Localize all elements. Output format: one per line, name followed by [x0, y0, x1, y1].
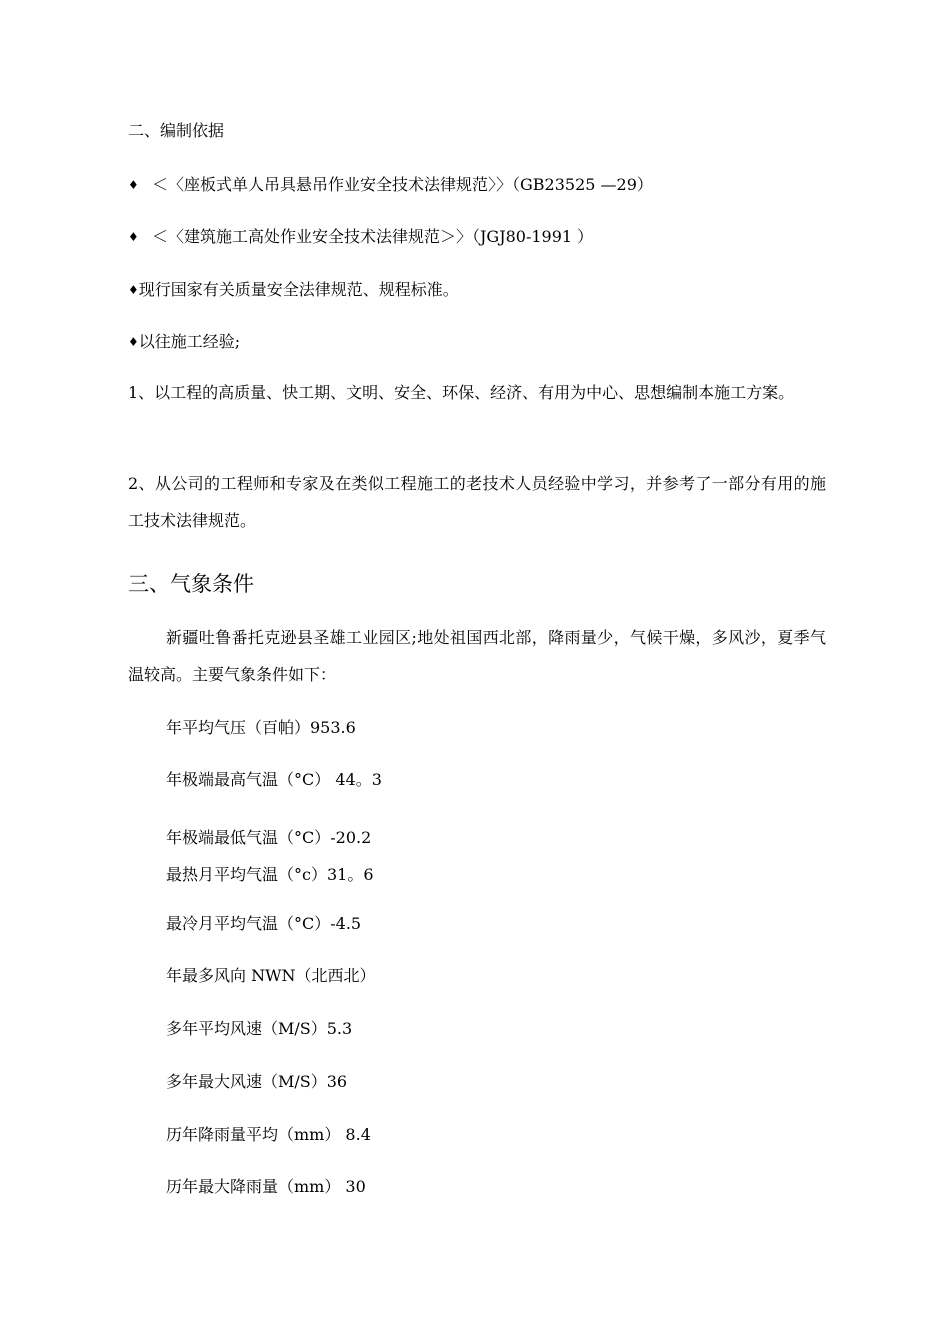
section-heading-weather: 三、气象条件 [128, 572, 254, 596]
basis-list-item [128, 332, 240, 352]
basis-list-item [128, 227, 593, 247]
weather-condition-item: 最冷月平均气温（°C）-4.5 [166, 914, 362, 933]
weather-condition-item: 年极端最低气温（°C）-20.2 [166, 828, 372, 847]
weather-condition-item: 多年平均风速（M/S）5.3 [166, 1019, 353, 1038]
basis-paragraph: 2、从公司的工程师和专家及在类似工程施工的老技术人员经验中学习，并参考了一部分有用的施工技术法律规范。 [128, 474, 826, 530]
basis-paragraph: 1、以工程的高质量、快工期、文明、安全、环保、经济、有用为中心、思想编制本施工方案。 [128, 383, 795, 402]
weather-condition-item: 多年最大风速（M/S）36 [166, 1072, 348, 1091]
diamond-bullet-icon: ♦ [128, 178, 139, 192]
weather-condition-item: 年极端最高气温（°C） 44。3 [166, 770, 382, 789]
basis-list-item [128, 280, 459, 300]
section-heading-basis: 二、编制依据 [128, 121, 225, 140]
weather-condition-item: 最热月平均气温（°c）31。6 [166, 865, 374, 884]
diamond-bullet-icon: ♦ [128, 335, 139, 349]
weather-condition-item: 年平均气压（百帕）953.6 [166, 718, 356, 737]
basis-item-text: 现行国家有关质量安全法律规范、规程标准。 [138, 280, 459, 299]
weather-condition-item: 历年降雨量平均（mm） 8.4 [166, 1125, 371, 1144]
diamond-bullet-icon: ♦ [128, 283, 139, 297]
weather-condition-item: 年最多风向 NWN（北西北） [166, 966, 376, 985]
basis-item-text: 以往施工经验; [138, 332, 241, 351]
diamond-bullet-icon: ♦ [128, 230, 139, 244]
basis-item-text: ＜〈建筑施工高处作业安全技术法律规范＞〉（JGJ80-1991 ） [152, 227, 594, 246]
weather-intro-paragraph: 新疆吐鲁番托克逊县圣雄工业园区;地处祖国西北部，降雨量少，气候干燥，多风沙，夏季气温较高。主要气象条件如下： [128, 628, 826, 684]
basis-item-text: ＜〈座板式单人吊具悬吊作业安全技术法律规范〉〉（GB23525 —29） [152, 175, 653, 194]
weather-condition-item: 历年最大降雨量（mm） 30 [166, 1177, 366, 1196]
basis-list-item [128, 175, 653, 195]
